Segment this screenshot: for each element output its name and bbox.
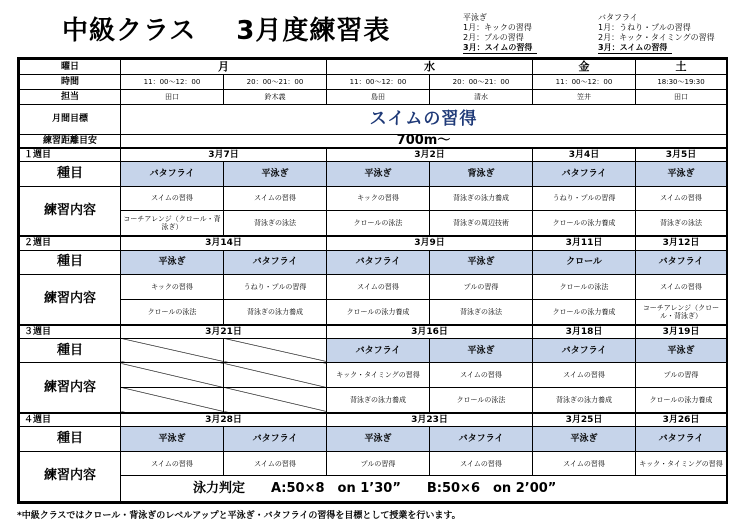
date-cell: 3月11日 <box>533 236 636 250</box>
label-time: 時間 <box>20 74 121 89</box>
content-cell: コーチアレンジ（クロール・背泳ぎ） <box>636 299 727 325</box>
content-cell: 背泳ぎの泳法 <box>636 211 727 237</box>
event-row <box>20 162 727 186</box>
week-header-row <box>20 148 727 162</box>
day-saturday: 土 <box>636 60 727 75</box>
content-cell: 背泳ぎの泳力養成 <box>327 387 430 413</box>
event-cell: 平泳ぎ <box>430 250 533 274</box>
legend-item-current: 3月：スイムの習得 <box>598 43 672 54</box>
event-cell: 平泳ぎ <box>121 427 224 451</box>
label-staff: 担当 <box>20 89 121 104</box>
date-cell: 3月9日 <box>327 236 533 250</box>
legend-item: 1月：うねり・プルの習得 <box>598 23 691 32</box>
week-label: １週目 <box>20 148 121 162</box>
event-cell: 平泳ぎ <box>224 162 327 186</box>
content-cell: キックの習得 <box>327 186 430 210</box>
content-cell: スイムの習得 <box>121 451 224 475</box>
content-cell: クロールの泳力養成 <box>533 211 636 237</box>
week-header-row <box>20 413 727 427</box>
content-row <box>20 299 727 325</box>
event-cell: バタフライ <box>430 427 533 451</box>
content-cell: スイムの習得 <box>533 363 636 387</box>
event-cell: バタフライ <box>121 162 224 186</box>
time-cell: 20：00～21：00 <box>430 74 533 89</box>
content-cell: クロールの泳力養成 <box>327 299 430 325</box>
week-label: ２週目 <box>20 236 121 250</box>
content-row <box>20 451 727 475</box>
content-cell: スイムの習得 <box>224 186 327 210</box>
content-cell: スイムの習得 <box>327 275 430 299</box>
day-monday: 月 <box>121 60 327 75</box>
content-cell: 背泳ぎの泳力養成 <box>430 186 533 210</box>
event-cell: クロール <box>533 250 636 274</box>
legend-item: 2月：プルの習得 <box>463 33 524 42</box>
content-cell: クロールの泳力養成 <box>533 299 636 325</box>
event-cell: バタフライ <box>533 338 636 362</box>
content-cell: プルの習得 <box>430 275 533 299</box>
content-cell: プルの習得 <box>636 363 727 387</box>
content-cell: キックの習得 <box>121 275 224 299</box>
content-row <box>20 275 727 299</box>
date-cell: 3月25日 <box>533 413 636 427</box>
event-cell: バタフライ <box>327 250 430 274</box>
event-cell: バタフライ <box>327 338 430 362</box>
time-cell: 18:30～19:30 <box>636 74 727 89</box>
staff-cell: 島田 <box>327 89 430 104</box>
date-cell: 3月12日 <box>636 236 727 250</box>
label-content: 練習内容 <box>20 363 121 413</box>
staff-cell: 鈴木義 <box>224 89 327 104</box>
legend-item-current: 3月：スイムの習得 <box>463 43 537 54</box>
schedule-table <box>17 57 728 504</box>
date-cell: 3月26日 <box>636 413 727 427</box>
week-header-row <box>20 236 727 250</box>
date-cell: 3月5日 <box>636 148 727 162</box>
title-month-schedule: 3月度練習表 <box>236 16 391 46</box>
content-cell: キック・タイミングの習得 <box>636 451 727 475</box>
event-cell: バタフライ <box>224 250 327 274</box>
staff-cell: 清水 <box>430 89 533 104</box>
content-cell: 背泳ぎの周辺技術 <box>430 211 533 237</box>
event-cell: 平泳ぎ <box>430 338 533 362</box>
content-row <box>20 186 727 210</box>
row-staff <box>20 89 727 104</box>
label-event: 種目 <box>20 162 121 186</box>
event-cell: 平泳ぎ <box>121 250 224 274</box>
legend-heading: 平泳ぎ <box>463 13 487 22</box>
content-cell: スイムの習得 <box>430 451 533 475</box>
event-cell: 平泳ぎ <box>327 162 430 186</box>
row-time <box>20 74 727 89</box>
date-cell: 3月16日 <box>327 325 533 339</box>
no-class-cell <box>224 387 327 413</box>
event-row <box>20 427 727 451</box>
label-content: 練習内容 <box>20 451 121 501</box>
time-cell: 11：00～12：00 <box>121 74 224 89</box>
content-cell: スイムの習得 <box>430 363 533 387</box>
event-cell: バタフライ <box>636 427 727 451</box>
legend-item: 2月：キック・タイミングの習得 <box>598 33 715 42</box>
day-friday: 金 <box>533 60 636 75</box>
content-cell: プルの習得 <box>327 451 430 475</box>
legend-item: 1月：キックの習得 <box>463 23 532 32</box>
event-row <box>20 250 727 274</box>
label-content: 練習内容 <box>20 186 121 236</box>
content-cell: コーチアレンジ（クロール・背泳ぎ） <box>121 211 224 237</box>
content-cell: クロールの泳法 <box>121 299 224 325</box>
date-cell: 3月23日 <box>327 413 533 427</box>
content-row <box>20 363 727 387</box>
day-wednesday: 水 <box>327 60 533 75</box>
content-row <box>20 387 727 413</box>
content-cell: スイムの習得 <box>533 451 636 475</box>
event-cell: バタフライ <box>636 250 727 274</box>
swim-evaluation: 泳力判定 A:50×8 on 1’30” B:50×6 on 2’00” <box>121 476 727 502</box>
footnote: *中級クラスではクロール・背泳ぎのレベルアップと平泳ぎ・バタフライの習得を目標として授業を行います。 <box>17 511 461 521</box>
row-goal <box>20 104 727 134</box>
week-label: ４週目 <box>20 413 121 427</box>
event-cell: 背泳ぎ <box>430 162 533 186</box>
page-title <box>62 10 390 47</box>
content-cell: クロールの泳法 <box>430 387 533 413</box>
label-event: 種目 <box>20 338 121 362</box>
time-cell: 20：00～21：00 <box>224 74 327 89</box>
legend-breaststroke <box>463 13 537 54</box>
staff-cell: 田口 <box>121 89 224 104</box>
date-cell: 3月4日 <box>533 148 636 162</box>
practice-distance: 700m～ <box>121 134 727 148</box>
content-cell: スイムの習得 <box>636 275 727 299</box>
content-cell: クロールの泳力養成 <box>636 387 727 413</box>
content-cell: うねり・プルの習得 <box>224 275 327 299</box>
staff-cell: 田口 <box>636 89 727 104</box>
date-cell: 3月2日 <box>327 148 533 162</box>
content-cell: 背泳ぎの泳力養成 <box>224 299 327 325</box>
content-cell: スイムの習得 <box>636 186 727 210</box>
date-cell: 3月28日 <box>121 413 327 427</box>
time-cell: 11：00～12：00 <box>327 74 430 89</box>
content-cell: クロールの泳法 <box>327 211 430 237</box>
event-cell: バタフライ <box>224 427 327 451</box>
label-weekday: 曜日 <box>20 60 121 75</box>
content-cell: 背泳ぎの泳法 <box>224 211 327 237</box>
event-row <box>20 338 727 362</box>
content-cell: 背泳ぎの泳力養成 <box>533 387 636 413</box>
row-distance <box>20 134 727 148</box>
date-cell: 3月21日 <box>121 325 327 339</box>
label-event: 種目 <box>20 250 121 274</box>
no-class-cell <box>121 363 224 387</box>
event-cell: 平泳ぎ <box>327 427 430 451</box>
no-class-cell <box>224 338 327 362</box>
no-class-cell <box>121 387 224 413</box>
no-class-cell <box>224 363 327 387</box>
time-cell: 11：00～12：00 <box>533 74 636 89</box>
date-cell: 3月7日 <box>121 148 327 162</box>
content-row <box>20 211 727 237</box>
label-goal: 月間目標 <box>20 104 121 134</box>
event-cell: 平泳ぎ <box>636 338 727 362</box>
content-cell: クロールの泳法 <box>533 275 636 299</box>
legend-heading: バタフライ <box>598 13 638 22</box>
event-cell: 平泳ぎ <box>636 162 727 186</box>
content-cell: スイムの習得 <box>121 186 224 210</box>
legend-butterfly <box>598 13 715 54</box>
content-cell: 背泳ぎの泳法 <box>430 299 533 325</box>
date-cell: 3月19日 <box>636 325 727 339</box>
date-cell: 3月18日 <box>533 325 636 339</box>
title-class-name: 中級クラス <box>62 16 197 46</box>
week-header-row <box>20 325 727 339</box>
row-weekday <box>20 60 727 75</box>
event-cell: 平泳ぎ <box>533 427 636 451</box>
date-cell: 3月14日 <box>121 236 327 250</box>
content-cell: スイムの習得 <box>224 451 327 475</box>
content-cell: うねり・プルの習得 <box>533 186 636 210</box>
event-cell: バタフライ <box>533 162 636 186</box>
staff-cell: 笠井 <box>533 89 636 104</box>
label-distance: 練習距離目安 <box>20 134 121 148</box>
evaluation-row <box>20 476 727 502</box>
label-event: 種目 <box>20 427 121 451</box>
monthly-goal: スイムの習得 <box>121 104 727 134</box>
week-label: ３週目 <box>20 325 121 339</box>
content-cell: キック・タイミングの習得 <box>327 363 430 387</box>
label-content: 練習内容 <box>20 275 121 325</box>
no-class-cell <box>121 338 224 362</box>
